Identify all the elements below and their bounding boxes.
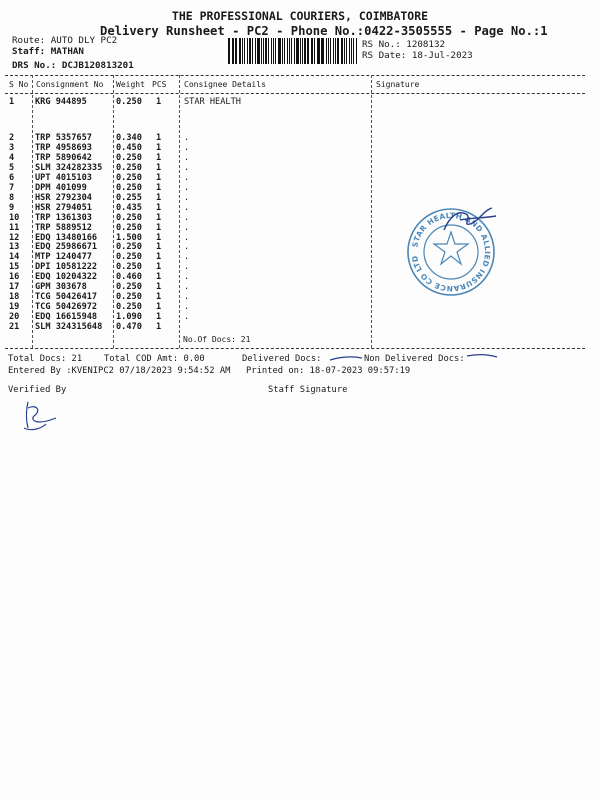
barcode-bar — [353, 38, 354, 64]
total-docs: Total Docs: 21 — [8, 354, 83, 364]
col-divider — [371, 75, 372, 348]
table-bottom-rule — [5, 348, 585, 349]
row-sno: 10 — [9, 212, 20, 223]
row-pcs: 1 — [156, 312, 162, 323]
barcode-bar — [333, 38, 334, 64]
barcode-bar — [346, 38, 347, 64]
barcode-bar — [257, 38, 259, 64]
drs-line — [12, 60, 134, 71]
barcode-bar — [247, 38, 248, 64]
barcode-bar — [284, 38, 285, 64]
delivered-ink-mark — [328, 353, 364, 363]
runsheet-title: Delivery Runsheet - PC2 - Phone No.:0422-3505555 - Page No.:1 — [100, 24, 548, 38]
barcode-bar — [328, 38, 329, 64]
drs-label: DRS No.: — [12, 60, 57, 71]
signature-scribble — [440, 202, 500, 236]
row-pcs: 1 — [156, 222, 162, 233]
row-weight: 0.255 — [116, 192, 142, 203]
row-weight: 0.250 — [116, 222, 142, 233]
row-sno: 8 — [9, 192, 15, 203]
row-consignment-no: HSR 2792304 — [35, 192, 92, 203]
row-consignee-details: . — [184, 292, 190, 303]
row-consignee-details: . — [184, 252, 190, 263]
rs-no-value: 1208132 — [406, 39, 446, 50]
row-sno: 12 — [9, 232, 20, 243]
barcode-bar — [291, 38, 293, 64]
row-sno: 9 — [9, 202, 15, 213]
rs-no-line — [362, 39, 445, 50]
row-consignment-no: TRP 5889512 — [35, 222, 92, 233]
row-weight: 0.250 — [116, 302, 142, 313]
staff-signature: Staff Signature — [268, 385, 348, 395]
barcode-bar — [232, 38, 233, 64]
barcode-bar — [263, 38, 264, 64]
row-sno: 6 — [9, 172, 15, 183]
staff-value: MATHAN — [50, 46, 84, 57]
non-delivered-ink-mark — [465, 351, 499, 361]
row-pcs: 1 — [156, 202, 162, 213]
no-of-docs: No.Of Docs: 21 — [183, 335, 251, 344]
row-consignment-no: TCG 50426972 — [35, 302, 98, 313]
row-consignee-details: . — [184, 142, 190, 153]
barcode-bar — [300, 38, 301, 64]
row-consignment-no: EDQ 13480166 — [35, 232, 98, 243]
table-top-rule — [5, 75, 585, 76]
barcode-bar — [341, 38, 343, 64]
row-consignee-details: STAR HEALTH — [184, 97, 241, 107]
rs-date-label: RS Date: — [362, 50, 407, 61]
barcode-bar — [287, 38, 288, 64]
row-consignment-no: EDQ 25986671 — [35, 242, 98, 253]
barcode-bar — [349, 38, 351, 64]
row-pcs: 1 — [156, 292, 162, 303]
barcode-bar — [317, 38, 319, 64]
drs-value: DCJB120813201 — [61, 60, 134, 71]
row-weight: 0.250 — [116, 97, 142, 107]
row-weight: 1.500 — [116, 232, 142, 243]
row-consignment-no: SLM 324315648 — [35, 322, 103, 333]
row-consignee-details: . — [184, 242, 190, 253]
staff-label: Staff: — [12, 46, 46, 57]
row-consignment-no: DPM 401099 — [35, 182, 87, 193]
barcode-bar — [275, 38, 276, 64]
barcode-bar — [235, 38, 237, 64]
row-pcs: 1 — [156, 142, 162, 153]
barcode-bar — [312, 38, 313, 64]
barcode-bar — [351, 38, 352, 64]
row-sno: 18 — [9, 292, 20, 303]
delivered-docs: Delivered Docs: — [242, 354, 322, 364]
route-label: Route: — [12, 35, 46, 46]
col-divider — [113, 75, 114, 348]
col-divider — [32, 75, 33, 348]
barcode-bar — [242, 38, 243, 64]
row-consignment-no: SLM 324282335 — [35, 162, 103, 173]
row-weight: 0.250 — [116, 162, 142, 173]
barcode-bar — [261, 38, 262, 64]
row-pcs: 1 — [156, 182, 162, 193]
row-sno: 14 — [9, 252, 20, 263]
barcode-bar — [326, 38, 327, 64]
rs-no-label: RS No.: — [362, 39, 401, 50]
row-consignment-no: EDQ 16615948 — [35, 312, 98, 323]
row-pcs: 1 — [156, 282, 162, 293]
barcode-bar — [271, 38, 272, 64]
row-weight: 0.470 — [116, 322, 142, 333]
verifier-signature — [16, 398, 60, 434]
total-cod: Total COD Amt: 0.00 — [104, 354, 205, 364]
row-sno: 1 — [9, 97, 15, 107]
row-sno: 5 — [9, 162, 15, 173]
row-consignment-no: TCG 50426417 — [35, 292, 98, 303]
row-pcs: 1 — [156, 97, 162, 107]
barcode-bar — [296, 38, 298, 64]
col-header-sno: S No — [9, 80, 29, 89]
row-sno: 3 — [9, 142, 15, 153]
col-header-weight: Weight — [116, 80, 145, 89]
row-sno: 7 — [9, 182, 15, 193]
barcode — [228, 38, 358, 64]
barcode-bar — [249, 38, 251, 64]
printed-on: Printed on: 18-07-2023 09:57:19 — [246, 366, 411, 376]
barcode-bar — [294, 38, 295, 64]
row-weight: 1.090 — [116, 312, 142, 323]
row-consignee-details: . — [184, 182, 190, 193]
barcode-bar — [356, 38, 357, 64]
row-sno: 2 — [9, 133, 15, 143]
barcode-bar — [282, 38, 284, 64]
row-weight: 0.250 — [116, 182, 142, 193]
row-weight: 0.250 — [116, 242, 142, 253]
row-weight: 0.250 — [116, 152, 142, 163]
barcode-bar — [278, 38, 280, 64]
row-weight: 0.460 — [116, 272, 142, 283]
barcode-bar — [268, 38, 269, 64]
row-consignment-no: DPI 10581222 — [35, 262, 98, 273]
row-consignment-no: HSR 2794051 — [35, 202, 92, 213]
row-consignment-no: TRP 1361303 — [35, 212, 92, 223]
barcode-bar — [239, 38, 241, 64]
barcode-bar — [244, 38, 245, 64]
row-consignment-no: GPM 303678 — [35, 282, 87, 293]
row-weight: 0.250 — [116, 292, 142, 303]
row-pcs: 1 — [156, 162, 162, 173]
row-pcs: 1 — [156, 172, 162, 183]
staff-line — [12, 46, 84, 57]
route-line — [12, 35, 117, 46]
barcode-bar — [289, 38, 290, 64]
row-consignment-no: KRG 944895 — [35, 97, 87, 107]
barcode-bar — [252, 38, 254, 64]
row-consignee-details: . — [184, 232, 190, 243]
col-header-pcs: PCS — [152, 80, 167, 89]
barcode-bar — [273, 38, 275, 64]
barcode-bar — [304, 38, 306, 64]
row-consignment-no: EDQ 10204322 — [35, 272, 98, 283]
row-consignment-no: TRP 5890642 — [35, 152, 92, 163]
barcode-bar — [265, 38, 267, 64]
barcode-bar — [322, 38, 324, 64]
row-sno: 11 — [9, 222, 20, 233]
row-sno: 19 — [9, 302, 20, 313]
barcode-bar — [311, 38, 312, 64]
row-weight: 0.435 — [116, 202, 142, 213]
row-pcs: 1 — [156, 272, 162, 283]
rs-date-value: 18-Jul-2023 — [411, 50, 473, 61]
barcode-bar — [321, 38, 322, 64]
verified-by: Verified By — [8, 385, 67, 395]
row-weight: 0.250 — [116, 172, 142, 183]
row-consignee-details: . — [184, 172, 190, 183]
row-sno: 13 — [9, 242, 20, 253]
row-pcs: 1 — [156, 152, 162, 163]
row-consignee-details: . — [184, 222, 190, 233]
row-consignee-details: . — [184, 212, 190, 223]
barcode-bar — [330, 38, 332, 64]
row-consignment-no: MTP 1240477 — [35, 252, 92, 263]
row-weight: 0.250 — [116, 262, 142, 273]
route-value: AUTO DLY PC2 — [50, 35, 118, 46]
company-name: THE PROFESSIONAL COURIERS, COIMBATORE — [171, 9, 429, 23]
row-sno: 4 — [9, 152, 15, 163]
row-consignee-details: . — [184, 262, 190, 273]
col-header-consignment: Consignment No — [36, 80, 104, 89]
row-consignee-details: . — [184, 192, 190, 203]
barcode-bar — [344, 38, 345, 64]
row-weight: 0.250 — [116, 282, 142, 293]
row-consignee-details: . — [184, 272, 190, 283]
row-sno: 15 — [9, 262, 20, 273]
row-pcs: 1 — [156, 133, 162, 143]
row-sno: 21 — [9, 322, 20, 333]
seal-text: STAR HEALTH AND ALLIED INSURANCE CO LTD — [410, 210, 493, 294]
barcode-bar — [228, 38, 230, 64]
rs-date-line — [362, 50, 473, 61]
row-weight: 0.250 — [116, 212, 142, 223]
row-consignment-no: TRP 5357657 — [35, 133, 92, 143]
row-sno: 20 — [9, 312, 20, 323]
row-weight: 0.340 — [116, 133, 142, 143]
row-pcs: 1 — [156, 212, 162, 223]
barcode-bar — [255, 38, 256, 64]
col-header-signature: Signature — [376, 80, 420, 89]
row-sno: 17 — [9, 282, 20, 293]
row-consignee-details: . — [184, 133, 190, 143]
col-divider — [179, 75, 180, 348]
row-consignee-details: . — [184, 302, 190, 313]
row-pcs: 1 — [156, 242, 162, 253]
col-header-consignee: Consignee Details — [184, 80, 266, 89]
row-pcs: 1 — [156, 262, 162, 273]
barcode-bar — [337, 38, 339, 64]
row-consignee-details: . — [184, 282, 190, 293]
barcode-bar — [302, 38, 303, 64]
row-pcs: 1 — [156, 232, 162, 243]
non-delivered-docs: Non Delivered Docs: — [364, 354, 465, 364]
row-pcs: 1 — [156, 192, 162, 203]
row-consignee-details: . — [184, 152, 190, 163]
row-pcs: 1 — [156, 322, 162, 333]
table-header-rule — [5, 93, 585, 94]
barcode-bar — [335, 38, 336, 64]
barcode-bar — [307, 38, 309, 64]
row-pcs: 1 — [156, 302, 162, 313]
row-consignment-no: TRP 4958693 — [35, 142, 92, 153]
row-consignee-details: . — [184, 312, 190, 323]
row-weight: 0.450 — [116, 142, 142, 153]
row-consignee-details: . — [184, 202, 190, 213]
row-consignee-details: . — [184, 162, 190, 173]
barcode-bar — [314, 38, 315, 64]
row-weight: 0.250 — [116, 252, 142, 263]
barcode-bar — [233, 38, 234, 64]
row-pcs: 1 — [156, 252, 162, 263]
row-consignment-no: UPT 4015103 — [35, 172, 92, 183]
row-sno: 16 — [9, 272, 20, 283]
entered-by: Entered By :KVENIPC2 07/18/2023 9:54:52 AM — [8, 366, 231, 376]
